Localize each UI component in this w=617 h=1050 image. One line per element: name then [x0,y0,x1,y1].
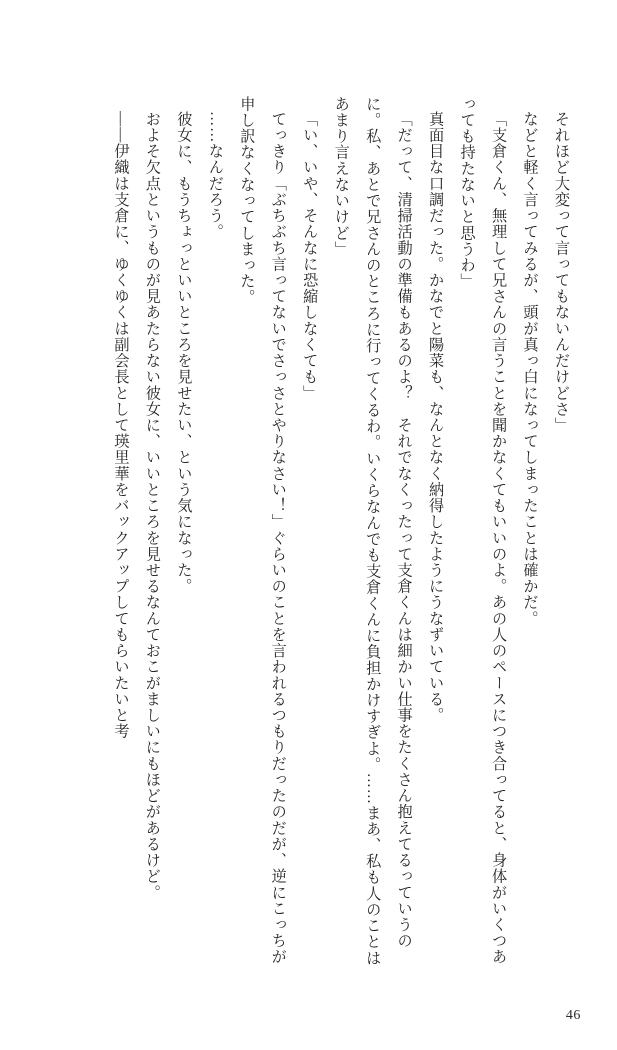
paragraph: 「い、いや、そんなに恐縮しなくても」 [301,111,319,402]
paragraph: 「だって、清掃活動の準備もあるのよ？ それでなくったって支倉くんは細かい仕事をたくさん抱えてるっていうのに。私、あとで兄さんのところに行ってくるわ。いくらなんでも支倉くんに負担かけすぎよ。……まあ、私も人のことはあまり言えないけど」 [332,96,413,967]
paragraph: ……なんだろう。 [206,111,224,241]
paragraph: それほど大変って言ってもないんだけどさ」 [553,111,570,434]
paragraph: 「支倉くん、無理して兄さんの言うことを聞かなくてもいいのよ。あの人のペースにつき合ってると、身体がいくつあっても持たないと思うわ」 [458,96,508,966]
paragraph: 彼女に、もうちょっといいところを見せたい、という気になった。 [175,111,193,595]
page-number: 46 [565,1008,581,1023]
paragraph: 真面目な口調だった。かなでと陽菜も、なんとなく納得したようにうなずいている。 [427,111,445,724]
paragraph: ――伊織は支倉に、ゆくゆくは副会長として瑛里華をバックアップしてもらいたいと考 [112,111,130,740]
paragraph: などと軽く言ってみるが、頭が真っ白になってしまったことは確かだ。 [521,111,539,627]
paragraph: てっきり「ぶちぶち言ってないでさっさとやりなさい！」ぐらいのことを言われるつもりだったのだが、逆にこっちが申し訳なくなってしまった。 [238,96,287,966]
novel-body-text [37,96,577,976]
paragraph: およそ欠点というものが見あたらない彼女に、いいところを見せるなんておこがましいにもほどがあるけど。 [143,111,161,901]
